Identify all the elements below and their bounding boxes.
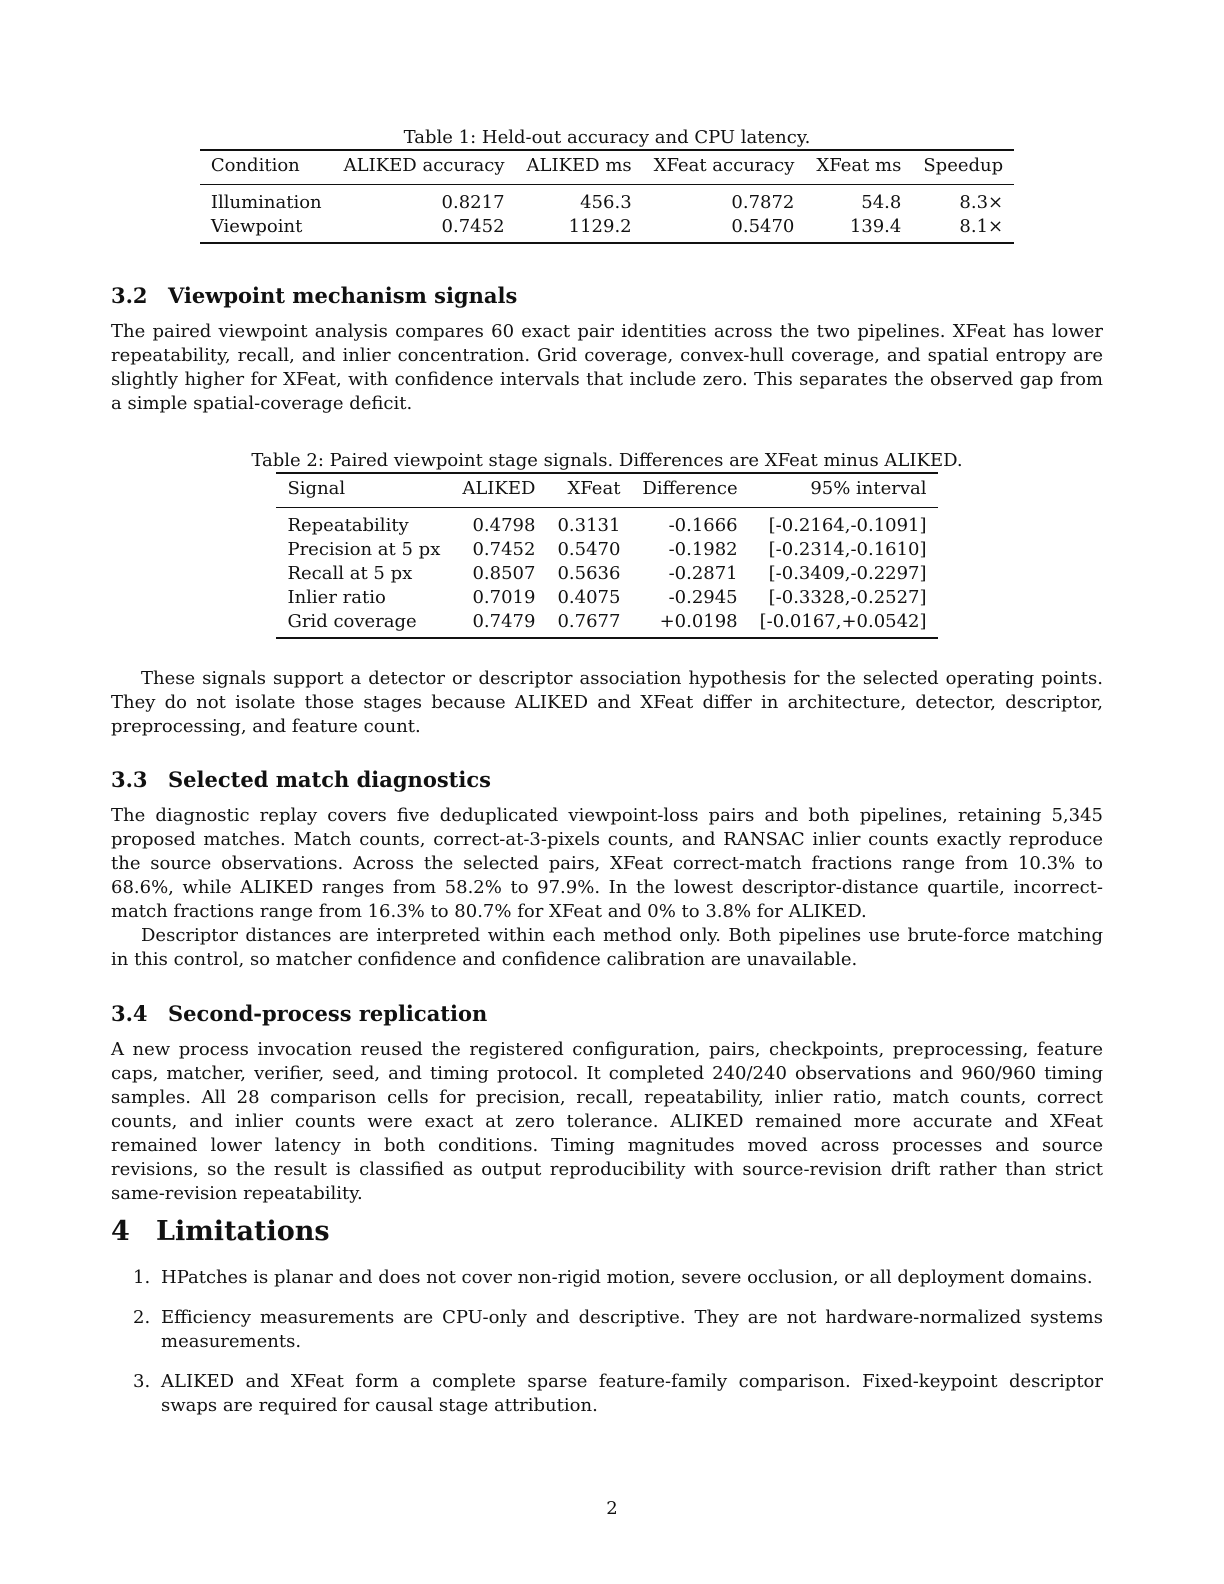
table-row [200,185,1014,216]
table-cell: 0.7677 [546,610,631,638]
table2-header-cell: XFeat [546,473,631,508]
table2-header-cell: Signal [276,473,451,508]
table-cell: 0.3131 [557,515,621,536]
table1-header-cell: Condition [200,150,333,185]
table-cell: 0.5470 [557,539,621,560]
table1 [200,149,1014,244]
table-cell: 0.4075 [557,587,621,608]
list-item-text: Efficiency measurements are CPU-only and descriptive. They are not hardware-normalized systems measurements. [161,1307,1103,1352]
table2-header-cell: Difference [631,473,748,508]
table-cell: 0.7452 [472,539,536,560]
table-cell: Viewpoint [200,215,333,243]
table-cell: 139.4 [805,215,912,243]
paragraph: The diagnostic replay covers five deduplicated viewpoint-loss pairs and both pipelines, retaining 5,345 proposed matches. Match counts, correct-at-3-pixels counts, and RANSAC inlier counts exactly reproduce the source observations. Across the selected pairs, XFeat correct-match fractions range from 10.3% to 68.6%, while ALIKED ranges from 58.2% to 97.9%. In the lowest descriptor-distance quartile, incorrect-match fractions range from 16.3% to 80.7% for XFeat and 0% to 3.8% for ALIKED. [111,805,1103,922]
table1-header-cell: XFeat ms [805,150,912,185]
table-cell: -0.2871 [668,563,738,584]
section-heading [111,1001,1103,1027]
section-heading [111,767,1103,793]
table2 [276,472,937,639]
table-cell: 0.7019 [472,587,536,608]
table-cell: Inlier ratio [287,587,386,608]
table2-caption: Table 2: Paired viewpoint stage signals. Differences are XFeat minus ALIKED. [251,450,963,471]
table-row [276,610,937,638]
paragraph: The paired viewpoint analysis compares 60 exact pair identities across the two pipelines. XFeat has lower repeatability, recall, and inlier concentration. Grid coverage, convex-hull coverage, and spatial entropy are slightly higher for XFeat, with confidence intervals that include zero. This separates the observed gap from a simple spatial-coverage deficit. [111,321,1103,414]
table-cell: 0.7479 [451,610,546,638]
table-cell: -0.1666 [668,515,738,536]
table1-block [111,127,1103,244]
table-cell: -0.2945 [668,587,738,608]
table-cell: [-0.0167,+0.0542] [749,610,938,638]
table-cell: [-0.2314,-0.1610] [768,539,927,560]
table-row [276,586,937,610]
section-title: Selected match diagnostics [168,767,491,792]
table1-header-cell: Speedup [912,150,1014,185]
paragraph: Descriptor distances are interpreted within each method only. Both pipelines use brute-force matching in this control, so matcher confidence and confidence calibration are unavailable. [111,925,1103,970]
section-4 [111,1216,1103,1418]
table-cell: 0.8217 [441,192,505,213]
table-cell: [-0.3409,-0.2297] [768,563,927,584]
table-cell: Illumination [210,192,322,213]
table-cell: 0.4798 [472,515,536,536]
section-title: Limitations [156,1216,330,1247]
section-title: Second-process replication [168,1001,488,1026]
table-cell: 0.7452 [333,215,516,243]
list-item [111,1370,1103,1418]
page-number: 2 [606,1498,618,1519]
list-marker: 3. [133,1371,151,1392]
table-cell: 456.3 [580,192,632,213]
table-cell: -0.1982 [668,539,738,560]
list-marker: 2. [133,1307,151,1328]
table2-header-cell: ALIKED [451,473,546,508]
table-cell: 0.5636 [557,563,621,584]
table1-caption: Table 1: Held-out accuracy and CPU latency. [403,127,811,148]
section-heading [111,283,1103,309]
list-item-text: ALIKED and XFeat form a complete sparse feature-family comparison. Fixed-keypoint descriptor swaps are required for causal stage attribution. [161,1371,1103,1416]
list-marker: 1. [133,1267,151,1288]
table-cell: 8.3× [959,192,1004,213]
table-cell: [-0.3328,-0.2527] [768,587,927,608]
table-cell: 0.7872 [731,192,795,213]
section-heading [111,1216,1103,1248]
table1-header-cell: ALIKED accuracy [333,150,516,185]
table-cell: Repeatability [287,515,409,536]
table-row [276,562,937,586]
table-cell: Recall at 5 px [287,563,413,584]
table1-header-cell: ALIKED ms [516,150,643,185]
section-3-2 [111,283,1103,416]
section-3-4 [111,1001,1103,1206]
table-row [276,538,937,562]
table-cell: 0.8507 [472,563,536,584]
list-item [111,1306,1103,1354]
table-cell: +0.0198 [631,610,748,638]
table-cell: 1129.2 [516,215,643,243]
limitations-list [111,1266,1103,1418]
table2-header-cell: 95% interval [749,473,938,508]
post-table2-block [111,667,1103,739]
table2-block [111,450,1103,639]
table-row [200,215,1014,243]
section-3-3 [111,767,1103,972]
table-cell: Precision at 5 px [287,539,441,560]
list-item [111,1266,1103,1290]
section-number: 3.2 [111,283,148,308]
table-cell: Grid coverage [276,610,451,638]
section-title: Viewpoint mechanism signals [168,283,518,308]
paragraph: These signals support a detector or descriptor association hypothesis for the selected operating points. They do not isolate those stages because ALIKED and XFeat differ in architecture, detector, descriptor, preprocessing, and feature count. [111,668,1103,737]
section-number: 4 [111,1216,130,1247]
table-row [276,508,937,539]
table-cell: 54.8 [861,192,902,213]
table-cell: 0.5470 [643,215,806,243]
list-item-text: HPatches is planar and does not cover non-rigid motion, severe occlusion, or all deployment domains. [161,1267,1093,1288]
paragraph: A new process invocation reused the registered configuration, pairs, checkpoints, preprocessing, feature caps, matcher, verifier, seed, and timing protocol. It completed 240/240 observations and 960/960 timing samples. All 28 comparison cells for precision, recall, repeatability, inlier ratio, match counts, correct counts, and inlier counts were exact at zero tolerance. ALIKED remained more accurate and XFeat remained lower latency in both conditions. Timing magnitudes moved across processes and source revisions, so the result is classified as output reproducibility with source-revision drift rather than strict same-revision repeatability. [111,1039,1103,1204]
section-number: 3.3 [111,767,148,792]
table1-header-cell: XFeat accuracy [643,150,806,185]
table-cell: 8.1× [912,215,1014,243]
section-number: 3.4 [111,1001,148,1026]
table-cell: [-0.2164,-0.1091] [768,515,927,536]
